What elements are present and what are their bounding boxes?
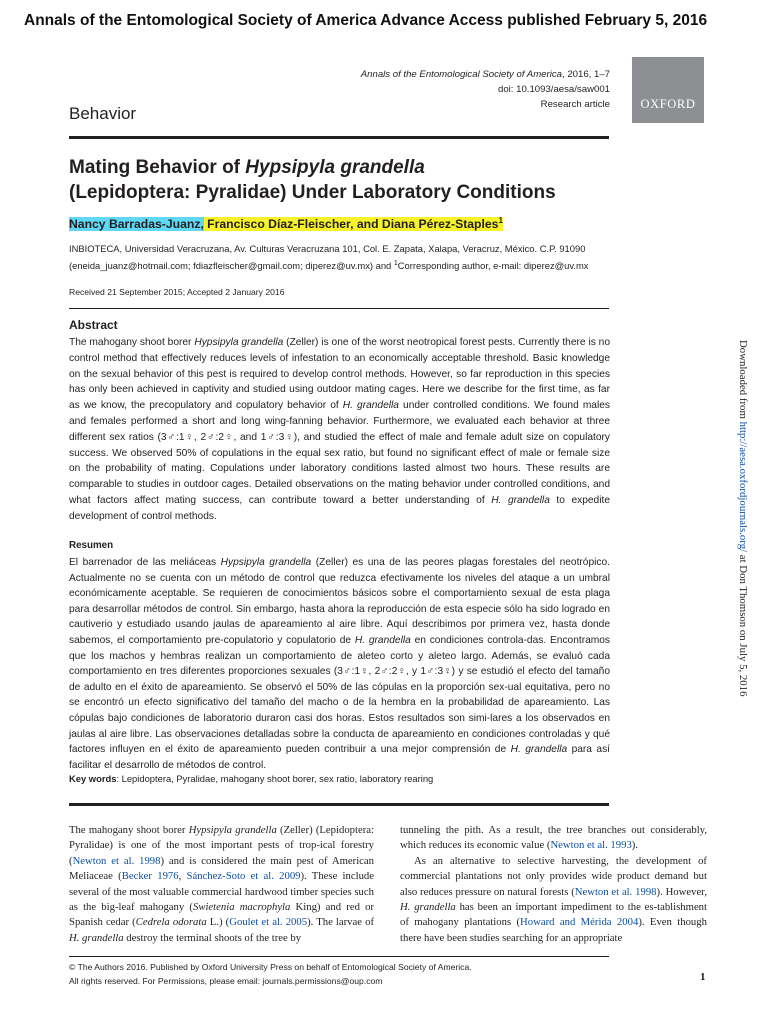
download-watermark: Downloaded from http://aesa.oxfordjournals.org/ at Don Thomson on July 5, 2016 [737, 340, 749, 697]
author-highlighted-first: Nancy Barradas-Juanz, [69, 217, 204, 232]
received-dates: Received 21 September 2015; Accepted 2 January 2016 [69, 287, 285, 297]
page-number: 1 [700, 971, 706, 983]
body-paragraph: As an alternative to selective harvesting, the development of commercial plantations not only provides wide product demand but also reduces pressure on natural forests (Newton et al. 1998). However, H. grandella has been an important impediment to the es-tablishment of mahogany plantations (Howard and Mérida 2004). Even though there have been studies searching for an appropriate [400, 854, 707, 944]
header-rule [69, 136, 609, 139]
journal-name: Annals of the Entomological Society of America [360, 69, 562, 80]
resumen-text: El barrenador de las meliáceas Hypsipyla grandella (Zeller) es una de las peores plagas forestales del neotrópico. Actualmente no se cuenta con un método de control que reduzca efectivamente los niveles del ataque a un umbral económicamente aceptable. Se requieren de conocimientos básicos sobre el comportamiento sexual de esta plaga para desarrollar métodos de control. Sin embargo, hasta ahora la reproducción de esta especie sólo ha sido logrado en cautiverio y estudiado usando jaulas de apareamiento al aire libre. Aquí describimos por primera vez, hasta donde sabemos, el comportamiento pre-copulatorio y copulatorio de H. grandella en condiciones controla-das. Encontramos que los machos y hembras realizan un comportamiento de aleteo corto y aleteo largo. Además, se evaluó cada comportamiento en tres diferentes proporciones sexuales (3♂:1♀, 2♂:2♀, y 1♂:3♀) y se estudió el efecto del tamaño de adulto en el éxito de apareamiento. Se observó el 50% de las cópulas en la proporción sex-ual equitativa, pero no se encontró un efecto significativo del tamaño del macho o de la hembra en la probabilidad de apareamiento. Las cópulas bajo condiciones de laboratorio duraron casi dos horas. Estos resultados son simi-lares a los observados en jaulas al aire libre. Las observaciones detalladas sobre la conducta de apareamiento en condiciones controladas y qué factores influyen en el éxito de apareamiento pueden contribuir a una mejor comprensión de H. grandella para así facilitar el desarrollo de métodos de control. [69, 557, 611, 771]
abstract-text: The mahogany shoot borer Hypsipyla grandella (Zeller) is one of the worst neotropical forest pests. Currently there is no control method that effectively reduces levels of infestation to an economically acceptable threshold. Basic knowledge on the sexual behavior of this pest is required to develop control methods. However, so far reproduction in this species has only been achieved in captivity and studied using outdoor mating cages. Here we describe for the first time, as far as we know, the precopulatory and copulatory behavior of H. grandella under controlled conditions. We found males and females performed a short and long wing-fanning behavior. Furthermore, we evaluated each behavior at three different sex ratios (3♂:1♀, 2♂:2♀, and 1♂:3♀), and studied the effect of male and female adult size on copulatory success. We observed 50% of copulations in the equal sex ratio, but found no significant effect of male or female size on the probability of mating. Copulations under laboratory conditions lasted almost two hours. These results are comparable to studies in outdoor cages. Detailed observations on the mating behavior under controlled conditions, and what factors affect mating success, can contribute toward a better understanding of H. grandella to expedite development of control methods. [69, 337, 611, 522]
citation-link[interactable]: Sánchez-Soto et al. 2009 [186, 870, 301, 883]
oxford-logo-text: OXFORD [640, 97, 696, 111]
article-title [69, 155, 609, 205]
keywords-label: Key words [69, 773, 117, 784]
permissions-line: All rights reserved. For Permissions, please email: journals.permissions@oup.com [69, 976, 383, 986]
abstract-top-rule [69, 308, 609, 309]
footer-rule [69, 956, 609, 957]
advance-access-banner: Annals of the Entomological Society of America Advance Access published February 5, 2016 [24, 12, 708, 29]
affiliation-emails: (eneida_juanz@hotmail.com; fdiazfleischer@gmail.com; diperez@uv.mx) and [69, 260, 394, 272]
citation-link[interactable]: Becker 1976 [121, 870, 179, 883]
copyright-line: © The Authors 2016. Published by Oxford University Press on behalf of Entomological Society of America. [69, 962, 472, 972]
author-highlighted-rest: Francisco Díaz-Fleischer, and Diana Pérez-Staples [203, 217, 499, 232]
author-list [69, 213, 503, 232]
doi: doi: 10.1093/aesa/saw001 [497, 84, 610, 95]
resumen-heading: Resumen [69, 540, 114, 551]
citation-link[interactable]: Goulet et al. 2005 [229, 916, 308, 929]
citation-link[interactable]: Howard and Mérida 2004 [520, 916, 639, 929]
abstract-heading: Abstract [69, 318, 118, 332]
body-paragraph: tunneling the pith. As a result, the tree branches out considerably, which reduces its economic value (Newton et al. 1993). [400, 824, 707, 852]
journal-citation [361, 69, 610, 80]
oxford-logo [632, 57, 704, 123]
citation-link[interactable]: Newton et al. 1998 [574, 885, 657, 898]
section-label: Behavior [69, 104, 137, 123]
title-part2: (Lepidoptera: Pyralidae) Under Laboratory Conditions [69, 182, 556, 203]
body-column-right [400, 823, 707, 946]
citation-link[interactable]: Newton et al. 1998 [72, 854, 161, 867]
corresponding-author: Corresponding author, e-mail: diperez@uv.mx [397, 260, 589, 272]
abstract-bottom-rule [69, 803, 609, 806]
citation-link[interactable]: Newton et al. 1993 [550, 839, 632, 852]
download-source-link[interactable]: http://aesa.oxfordjournals.org/ [737, 421, 749, 553]
affiliation-line1: INBIOTECA, Universidad Veracruzana, Av. Culturas Veracruzana 101, Col. E. Zapata, Xalapa, Veracruz, México. C.P. 91090 [69, 243, 586, 254]
body-column-left: The mahogany shoot borer Hypsipyla grandella (Zeller) (Lepidoptera: Pyralidae) is one of the most important pests of trop-ical forestry (Newton et al. 1998) and is considered the main pest of American Meliaceae (Becker 1976, Sánchez-Soto et al. 2009). These include several of the most valuable commercial hardwood timber species such as the big-leaf mahogany (Swietenia macrophyla King) and red or Spanish cedar (Cedrela odorata L.) (Goulet et al. 2005). The larvae of H. grandella destroy the terminal shoots of the tree by [69, 824, 375, 944]
keywords-text: : Lepidoptera, Pyralidae, mahogany shoot borer, sex ratio, laboratory rearing [116, 773, 434, 784]
affiliation-footnote-mark: 1 [393, 260, 398, 267]
copyright-footer [69, 960, 609, 988]
title-species: Hypsipyla grandella [245, 157, 425, 178]
journal-year-pages: , 2016, 1–7 [561, 69, 610, 80]
keywords [69, 773, 433, 784]
affiliation [69, 241, 629, 273]
article-type: Research article [540, 99, 610, 110]
author-footnote-mark: 1 [498, 216, 503, 225]
title-part1: Mating Behavior of [69, 157, 246, 178]
